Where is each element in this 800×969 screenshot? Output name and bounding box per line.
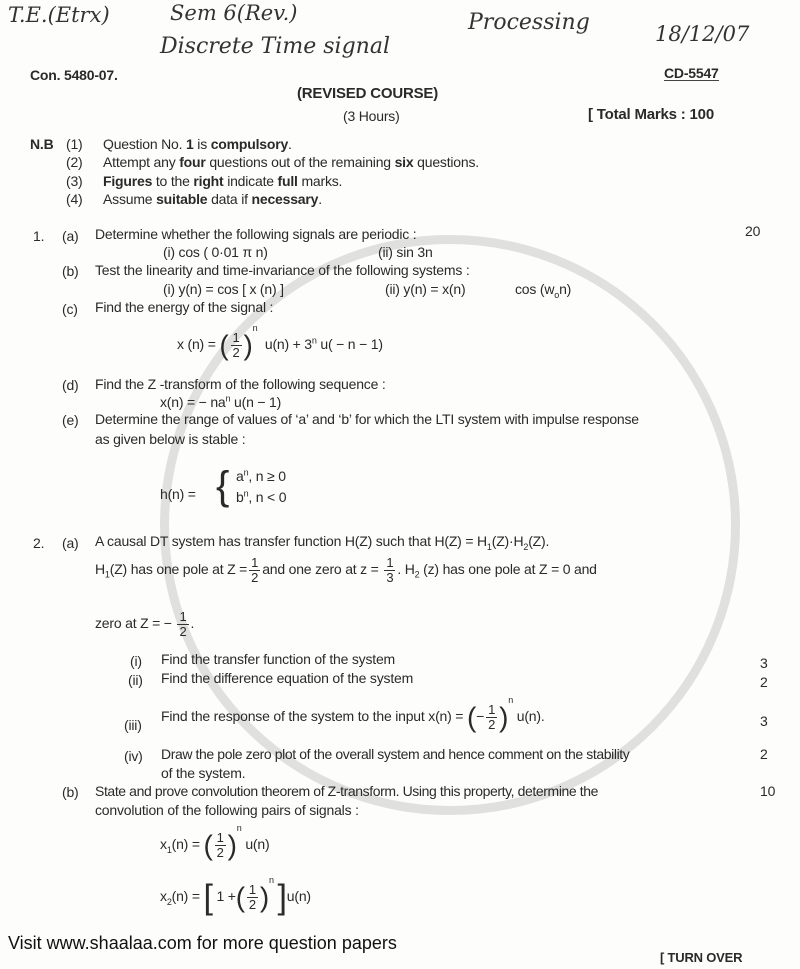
sub-item: (i) y(n) = cos [ x (n) ] [163,281,284,297]
sub-num: (iv) [124,748,143,764]
part-text: convolution of the following pairs of signals : [95,802,359,818]
brace: { [216,464,230,508]
nb-item: Assume suitable data if necessary. [103,191,322,207]
sub-text: Find the response of the system to the input x(n) = (− $\frac{1}{2}$ )$^n$ u(n). [161,695,545,733]
equation-x2: $x_2(n)$ = [ 1 +( $\frac{1}{2}$ )$^n$ ]u(n) [160,875,311,917]
equation-lhs: h(n) = [160,486,196,502]
part-text: Find the energy of the signal : [95,299,274,315]
equation-x1: $x_1(n)$ = ( $\frac{1}{2}$ )$^n$ u(n) [160,823,270,861]
footer-visit-link[interactable]: Visit www.shaalaa.com for more question papers [8,933,397,953]
part-label: (e) [62,412,79,428]
nb-item: Figures to the right indicate full marks. [103,173,343,189]
handwritten-class: T.E.(Etrx) [8,3,110,27]
part-text: $H_1(Z)$ has one pole at Z = $\frac{1}{2}$ and one zero at z = $\frac{1}{3}$ . $H_2$ (z) has one pole at Z = 0 and [95,555,597,585]
nb-num: (3) [66,173,83,189]
turn-over: [ TURN OVER [660,950,743,965]
case-1: $a^n$, n ≥ 0 [236,467,286,484]
nb-item: Attempt any four questions out of the remaining six questions. [103,154,479,170]
sub-text: Find the transfer function of the system [161,651,396,667]
course-label: (REVISED COURSE) [297,85,438,102]
handwritten-date: 18/12/07 [655,22,750,46]
sub-num: (ii) [128,672,143,688]
sub-item-cos: $\cos (w_on)$ [515,281,572,300]
handwritten-subject-2: Processing [468,10,590,35]
marks: 3 [760,655,768,671]
marks: 20 [745,223,761,239]
part-text: as given below is stable : [95,431,246,447]
case-2: $b^n$, n < 0 [236,488,287,505]
part-label: (b) [62,263,79,279]
part-text: Determine whether the following signals are periodic : [95,226,417,242]
sub-item: (ii) sin 3n [378,244,433,260]
sub-text: Draw the pole zero plot of the overall system and hence comment on the stability [161,746,630,762]
part-text: zero at Z = − $\frac{1}{2}$ . [95,609,195,639]
duration: (3 Hours) [343,108,400,124]
part-text: State and prove convolution theorem of Z-transform. Using this property, determine the [95,783,599,799]
total-marks: [ Total Marks : 100 [588,106,714,123]
handwritten-sem: Sem 6(Rev.) [170,1,298,25]
part-text: Determine the range of values of ‘a’ and ‘b’ for which the LTI system with impulse response [95,411,639,427]
question-number: 2. [33,535,45,551]
nb-item: Question No. 1 is compulsory. [103,136,292,152]
marks: 2 [760,674,768,690]
equation: x(n) = − $na^n$ u(n − 1) [160,393,282,410]
question-number: 1. [33,228,45,244]
sub-item: (ii) y(n) = x(n) [385,281,466,297]
part-label: (c) [62,301,78,317]
nb-num: (4) [66,191,83,207]
marks: 10 [760,783,776,799]
marks: 3 [760,713,768,729]
part-label: (a) [62,228,79,244]
sub-text: of the system. [161,765,246,781]
con-number: Con. 5480-07. [30,67,118,83]
nb-num: (1) [66,136,83,152]
equation: x (n) = ( $\frac{1}{2}$ )$^n$ $u(n) + 3^n$ u( − n − 1) [177,323,383,361]
part-label: (d) [62,377,79,393]
sub-num: (iii) [124,717,142,733]
sub-text: Find the difference equation of the system [161,670,414,686]
marks: 2 [760,746,768,762]
part-label: (a) [62,535,79,551]
part-text: A causal DT system has transfer function H(Z) such that $H(Z) = H_1(Z)\cdot H_2(Z)$. [95,533,550,552]
handwritten-subject: Discrete Time signal [160,34,390,59]
nb-num: (2) [66,154,83,170]
sub-item: (i) cos ( 0·01 π n) [163,244,268,260]
sub-num: (i) [130,653,142,669]
nb-label: N.B [30,136,54,152]
part-text: Test the linearity and time-invariance of the following systems : [95,262,470,278]
part-text: Find the Z -transform of the following sequence : [95,376,386,392]
paper-code: CD-5547 [664,65,719,81]
part-label: (b) [62,784,79,800]
